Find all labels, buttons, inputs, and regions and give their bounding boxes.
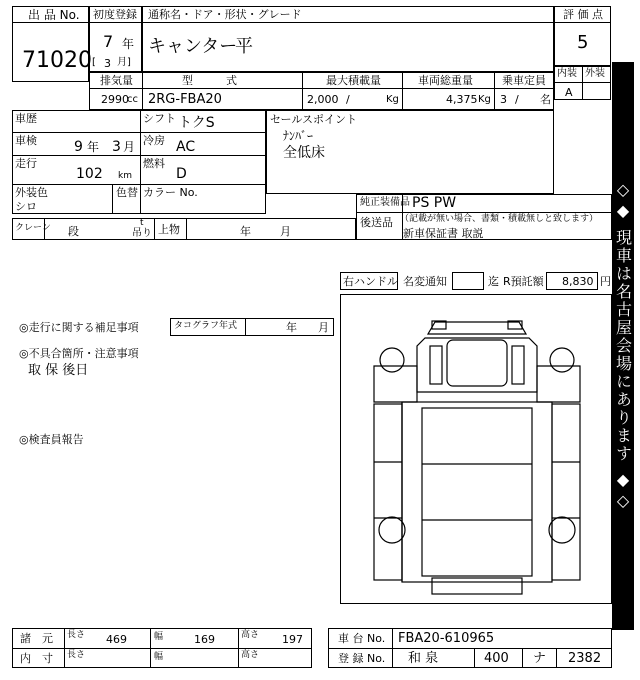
inspection-label: 車検 [15, 134, 37, 147]
load-unit: Kg [386, 94, 399, 105]
chassis-value: FBA20-610965 [398, 631, 495, 646]
defects-label: ◎不具合箇所・注意事項 [19, 347, 139, 360]
right-hand-label: 右ハンドル [343, 275, 398, 288]
width-value: 169 [194, 633, 215, 646]
capacity-label: 乗車定員 [502, 74, 546, 87]
exterior-color-label: 外装色 [15, 186, 48, 199]
car-grade: 平 [235, 36, 253, 57]
model-label: 型 式 [182, 74, 237, 87]
displacement-label: 排気量 [100, 74, 133, 87]
equipment-value: PS PW [412, 195, 457, 211]
load-sep: / [346, 93, 350, 106]
capacity-unit: 名 [540, 93, 551, 106]
color-no-label: カラー No. [143, 186, 198, 199]
inspection-year-unit: 年 [87, 140, 100, 154]
inspector-label: ◎検査員報告 [19, 433, 84, 446]
lift-year-unit: 年 [240, 225, 251, 238]
interior-dim-label: 内 寸 [20, 652, 53, 665]
reg-month: 3 [104, 57, 111, 70]
load-label: 最大積載量 [326, 74, 381, 87]
name-change-label: 名変通知 [403, 275, 447, 288]
defects-text: 取 保 後日 [28, 363, 89, 378]
crane-label: クレーン [15, 223, 51, 233]
height-label-2: 高さ [241, 650, 260, 660]
mileage-label: 走行 [15, 157, 37, 170]
location-banner [612, 62, 634, 630]
mileage-value: 102 [76, 166, 103, 182]
details-left [12, 110, 266, 214]
driving-label: ◎走行に関する補足事項 [19, 321, 139, 334]
gross-unit: Kg [478, 94, 491, 105]
crane-stage-unit: 段 [68, 225, 79, 238]
aircon-value: AC [176, 139, 196, 155]
reg-year: 7 [103, 32, 114, 51]
shift-label: シフト [143, 112, 176, 125]
width-label-2: 幅 [154, 652, 164, 662]
equipment-label: 純正装備品 [360, 197, 410, 208]
load-value: 2,000 [307, 93, 339, 106]
accessories-note: （記載が無い場合、書類・積載無しと致します） [400, 214, 599, 224]
car-name: キャンター [148, 36, 238, 57]
accessories-value: 新車保証書 取説 [403, 227, 484, 240]
plate-region: 和 泉 [408, 651, 439, 666]
name-change-box [452, 272, 484, 290]
tacho-year-unit: 年 [286, 321, 297, 334]
reg-month-unit: 月] [117, 57, 131, 68]
inspection-month: 3 [112, 139, 121, 155]
location-banner-text: ◇◆ 現車は名古屋会場にあります ◆◇ [613, 179, 633, 513]
accessories-label: 後送品 [360, 216, 393, 229]
recycle-amount: 8,830 [562, 275, 594, 288]
height-value: 197 [282, 633, 303, 646]
lift-month-unit: 月 [280, 225, 291, 238]
color-change-label: 色替 [116, 186, 138, 199]
sales-point-1: ﾅﾝﾊﾞｰ [283, 129, 314, 143]
recycle-label: R預託額 [503, 275, 544, 288]
plate-class: 400 [484, 651, 509, 666]
lift-label: 上物 [158, 223, 180, 236]
sales-point-2: 全低床 [283, 145, 325, 161]
fuel-value: D [176, 166, 187, 182]
tacho-month-unit: 月 [318, 321, 329, 334]
gross-label: 車両総重量 [418, 74, 473, 87]
shift-value: トクS [178, 115, 215, 131]
aircon-label: 冷房 [143, 134, 165, 147]
plate-number: 2382 [568, 651, 602, 666]
score-label: 評 価 点 [563, 8, 603, 21]
exterior-grade-label: 外装 [585, 68, 605, 79]
name-label: 通称名・ドア・形状・グレード [148, 8, 302, 21]
displacement-unit: cc [127, 94, 138, 105]
truck-diagram [340, 294, 612, 604]
length-label: 長さ [67, 630, 86, 640]
length-value: 469 [106, 633, 127, 646]
reg-year-unit: 年 [122, 37, 135, 51]
mileage-unit: km [118, 171, 132, 181]
width-label: 幅 [154, 632, 164, 642]
displacement-value: 2990 [101, 93, 129, 106]
lot-number: 71020 [22, 48, 92, 73]
tacho-label: タコグラフ年式 [174, 321, 238, 331]
spec-dim-label: 諸 元 [20, 632, 53, 645]
recycle-unit: 円 [600, 275, 611, 288]
interior-grade: A [565, 86, 573, 99]
interior-grade-label: 内装 [557, 68, 577, 79]
reg-month-open: [ [92, 57, 96, 68]
inspection-month-unit: 月 [123, 140, 136, 154]
height-label: 高さ [241, 630, 260, 640]
chassis-label: 車 台 No. [338, 632, 386, 645]
model-value: 2RG-FBA20 [148, 92, 222, 107]
sales-point-label: セールスポイント [270, 113, 358, 126]
score-value: 5 [577, 32, 589, 53]
history-label: 車歴 [15, 112, 37, 125]
recycle-prefix: 迄 [488, 275, 499, 288]
fuel-label: 燃料 [143, 157, 165, 170]
plate-kana: ナ [533, 651, 547, 666]
gross-value: 4,375 [446, 93, 478, 106]
exterior-color-value: シロ [15, 200, 37, 213]
lot-label: 出 品 No. [28, 8, 80, 22]
capacity-sep: / [515, 93, 519, 106]
capacity-value: 3 [500, 93, 507, 106]
first-reg-label: 初度登録 [93, 8, 137, 21]
crane-hang-unit: 吊り [132, 228, 152, 239]
length-label-2: 長さ [67, 650, 86, 660]
crane-row [12, 218, 356, 240]
crane-ton-unit: t [140, 218, 144, 228]
inspection-year: 9 [74, 139, 83, 155]
registration-label: 登 録 No. [338, 652, 386, 665]
